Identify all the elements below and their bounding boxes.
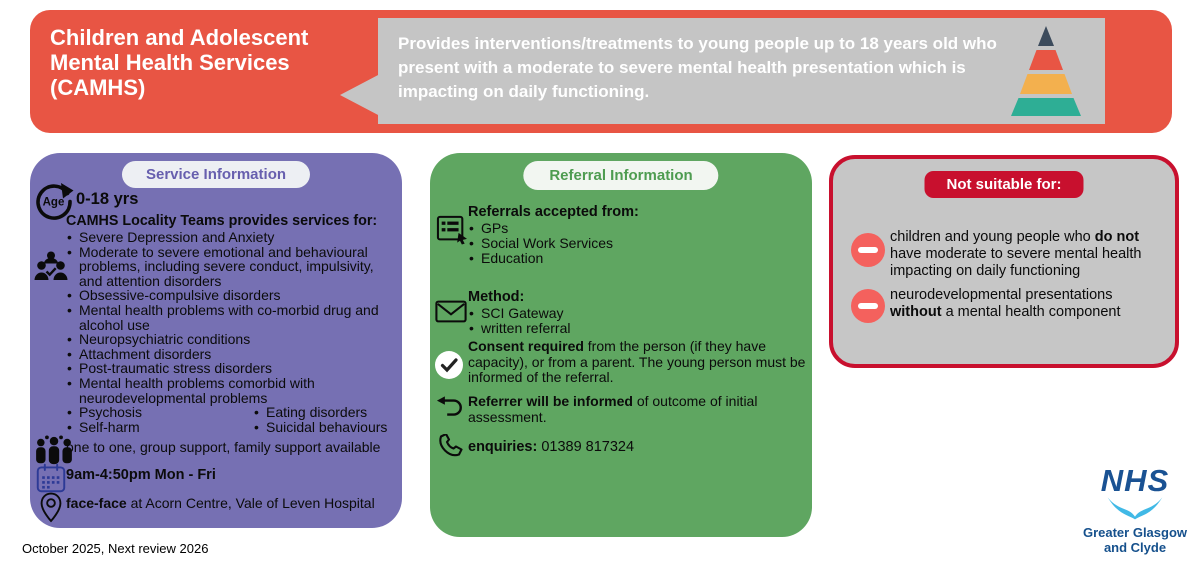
description-speech-bubble (378, 18, 1105, 124)
referral-source-item: • Education (468, 251, 806, 266)
method-item: • SCI Gateway (468, 306, 806, 321)
nhs-ggc-logo (1080, 465, 1190, 555)
referral-panel-title: Referral Information (523, 161, 718, 190)
referral-source-item: • GPs (468, 221, 806, 236)
age-icon-label: Age (42, 196, 65, 209)
service-list-item: • Attachment disorders (66, 347, 392, 362)
referral-information-panel (430, 153, 812, 537)
service-list-item: • Obsessive-compulsive disorders (66, 288, 392, 303)
service-list-item: • Self-harm (66, 420, 392, 435)
referral-sources-list (468, 221, 806, 267)
enquiries-label: enquiries: (468, 439, 538, 455)
age-range: 0-18 yrs (76, 190, 139, 208)
nhs-wing-icon (1092, 496, 1178, 520)
calendar-icon (36, 463, 66, 493)
not-suitable-title: Not suitable for: (925, 171, 1084, 198)
location-text: face-face at Acorn Centre, Vale of Leven Hospital (66, 495, 375, 511)
service-list-item: • Mental health problems with co-morbid drug and alcohol use (66, 303, 392, 332)
not-suitable-panel (829, 155, 1179, 368)
service-list-item: • Severe Depression and Anxiety (66, 230, 392, 245)
review-date-note: October 2025, Next review 2026 (22, 541, 209, 556)
envelope-icon (435, 300, 467, 323)
method-item: • written referral (468, 321, 806, 336)
method-list (468, 306, 806, 336)
enquiries-line (468, 439, 806, 455)
consent-lead: Consent required (468, 338, 584, 354)
header-banner (30, 10, 1172, 133)
page-title-line: Mental Health Services (50, 50, 290, 75)
return-arrow-icon (436, 396, 464, 421)
service-list-item: • Neuropsychiatric conditions (66, 332, 392, 347)
method-heading: Method: (468, 289, 525, 305)
nhs-wordmark: NHS (1100, 463, 1170, 498)
service-list-item: • Suicidal behaviours (253, 420, 403, 435)
referral-source-item: • Social Work Services (468, 236, 806, 251)
enquiries-number: 01389 817324 (537, 439, 635, 455)
page-title (50, 25, 308, 100)
page-title-line: (CAMHS) (50, 75, 146, 100)
service-list-column2 (253, 405, 403, 434)
people-consultation-icon (33, 249, 69, 285)
service-information-panel (30, 153, 402, 528)
not-suitable-item: children and young people who do not have moderate to severe mental health impacting on daily functioning (890, 229, 1142, 279)
nhs-org-name: Greater Glasgow and Clyde (1082, 525, 1188, 555)
service-description: Provides interventions/treatments to young people up to 18 years old who present with a moderate to severe mental health presentation which is impacting on daily functioning. (398, 34, 997, 101)
referrals-accepted-heading: Referrals accepted from: (468, 204, 639, 220)
method-block (468, 289, 806, 336)
referrer-paragraph: Referrer will be informed of outcome of initial assessment. (468, 393, 758, 425)
referral-form-icon (436, 215, 468, 245)
consent-paragraph: Consent required from the person (if they have capacity), or from a parent. The young person must be informed of the referral. (468, 338, 806, 386)
phone-icon (437, 434, 463, 460)
opening-hours: 9am-4:50pm Mon - Fri (66, 467, 216, 483)
no-entry-icon (851, 289, 885, 323)
page-title-line: Children and Adolescent (50, 25, 309, 50)
service-list-item: • Post-traumatic stress disorders (66, 361, 392, 376)
referrer-lead: Referrer will be informed (468, 393, 633, 409)
service-list-heading: CAMHS Locality Teams provides services for: (66, 213, 378, 229)
no-entry-icon (851, 233, 885, 267)
referrals-accepted-block (468, 204, 806, 267)
location-pin-icon (39, 491, 63, 527)
service-list-item: • Moderate to severe emotional and behavioural problems, including severe conduct, impulsivity, and attention disorders (66, 245, 392, 289)
service-panel-title: Service Information (122, 161, 310, 188)
support-options-text: one to one, group support, family support available (66, 439, 381, 455)
tiered-pyramid-icon (1009, 25, 1083, 117)
service-list-item: • Mental health problems comorbid with neurodevelopmental problems (66, 376, 392, 405)
speech-bubble-tail (340, 74, 380, 116)
not-suitable-item: neurodevelopmental presentations without a mental health component (890, 287, 1121, 320)
check-circle-icon (434, 350, 464, 380)
service-list-item: • Psychosis (66, 405, 392, 420)
location-mode: face-face (66, 495, 127, 511)
service-list-item: • Eating disorders (253, 405, 403, 420)
